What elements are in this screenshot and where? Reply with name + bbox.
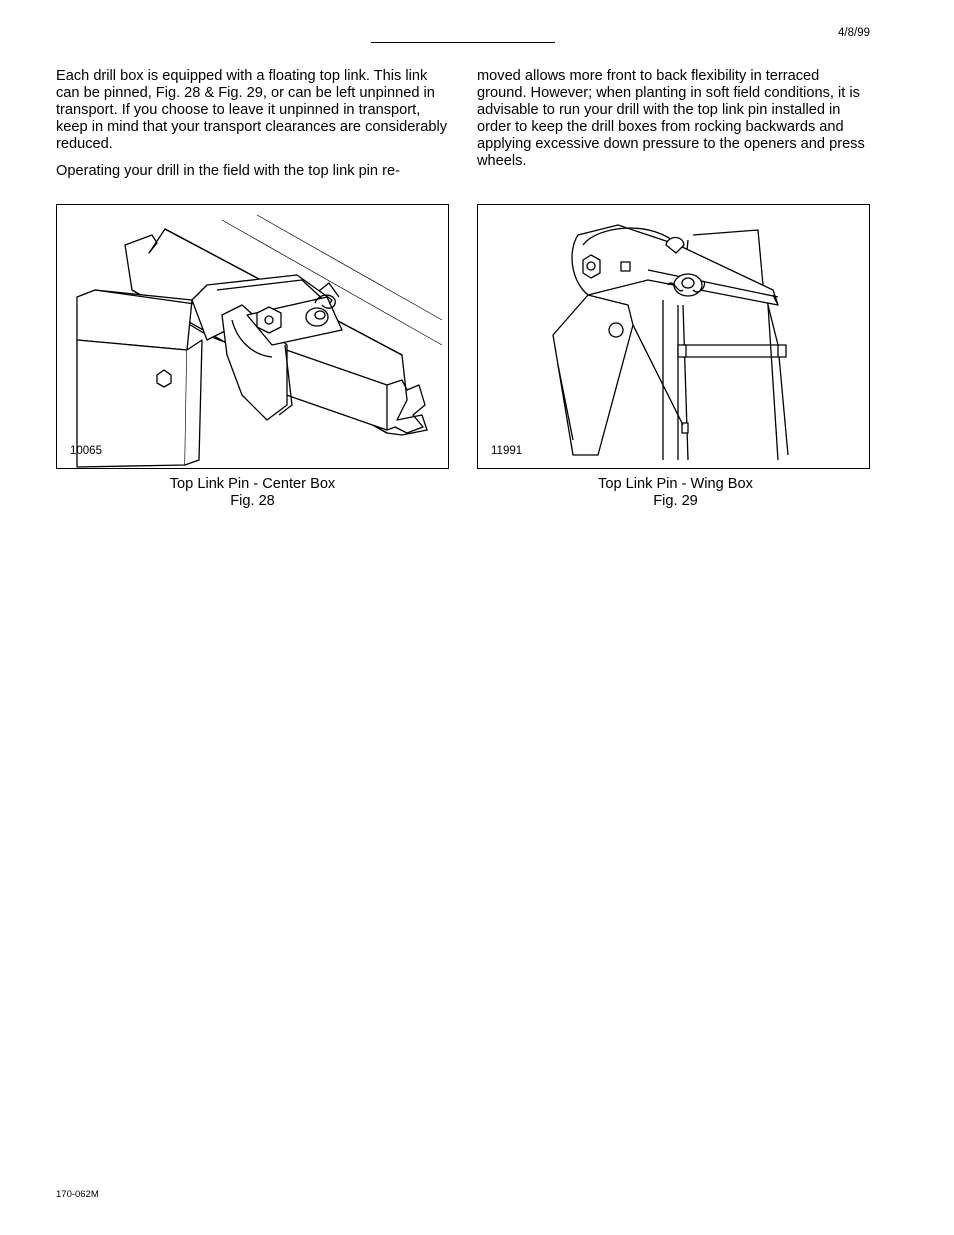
figure-number: 10065 — [70, 445, 102, 457]
caption-center-box — [56, 476, 449, 510]
right-paragraph-1: moved allows more front to back flexibility in terraced ground. However; when planting in soft field conditions, it is advisable to run your drill with the top link pin installed in order to keep the drill boxes from rocking backwards and applying excessive down pressure to the openers and press wheels. — [477, 68, 865, 169]
figure-center-box — [56, 204, 449, 469]
caption-fig-label: Fig. 29 — [653, 493, 698, 509]
caption-title: Top Link Pin - Wing Box — [598, 476, 753, 492]
figure-number: 11991 — [491, 445, 523, 457]
figure-wing-box — [477, 204, 870, 469]
center-box-illustration — [57, 205, 448, 468]
left-paragraph-2: Operating your drill in the field with the top link pin re- — [56, 163, 400, 179]
footer-doc-code: 170-062M — [56, 1189, 99, 1200]
left-paragraph-1: Each drill box is equipped with a floating top link. This link can be pinned, Fig. 28 & Fig. 29, or can be left unpinned in transport. If you choose to leave it unpinned in transport, keep in mind that your transport clearances are considerably reduced. — [56, 68, 447, 152]
caption-title: Top Link Pin - Center Box — [169, 476, 336, 492]
header-rule — [371, 42, 555, 43]
header-date: 4/8/99 — [838, 27, 870, 39]
wing-box-illustration — [478, 205, 869, 468]
caption-fig-label: Fig. 28 — [230, 493, 275, 509]
right-column — [477, 68, 871, 180]
left-column — [56, 68, 452, 190]
caption-wing-box — [477, 476, 874, 510]
